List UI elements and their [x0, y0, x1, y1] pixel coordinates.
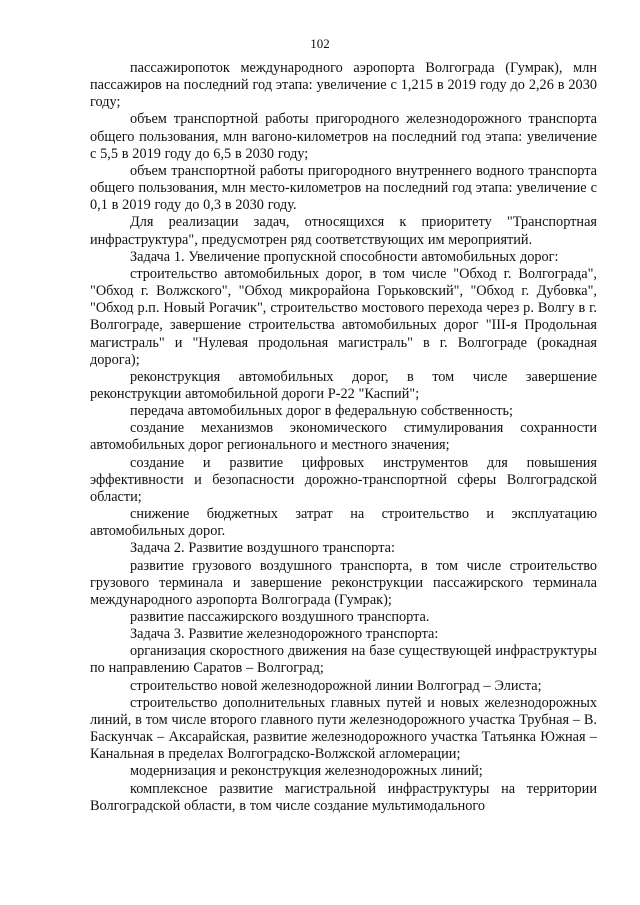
paragraph-elista-line: строительство новой железнодорожной линии Волгоград – Элиста; — [130, 677, 542, 694]
paragraph-water-volume: объем транспортной работы пригородного внутреннего водного транспорта общего пользования, млн место-километров на последний год этапа: увеличение с 0,1 в 2019 году до 0,3 в 2030 году. — [90, 162, 597, 214]
paragraph-trunk-infrastructure: комплексное развитие магистральной инфраструктуры на территории Волгоградской области, в том числе создание мультимодального — [90, 780, 597, 814]
paragraph-rail-modernization: модернизация и реконструкция железнодорожных линий; — [130, 763, 483, 780]
paragraph-additional-tracks: строительство дополнительных главных путей и новых железнодорожных линий, в том числе второго главного пути железнодорожного участка Трубная – В. Баскунчак – Аксарайская, развитие железнодорожного участка Татьянка Южная – Канальная в пределах Волгоградско-Волжской агломерации; — [90, 694, 597, 763]
paragraph-road-reconstruction: реконструкция автомобильных дорог, в том числе завершение реконструкции автомобильной дороги Р-22 "Каспий"; — [90, 368, 597, 402]
paragraph-priority-intro: Для реализации задач, относящихся к приоритету "Транспортная инфраструктура", предусмотрен ряд соответствующих им мероприятий. — [90, 214, 597, 248]
paragraph-cargo-air: развитие грузового воздушного транспорта, в том числе строительство грузового терминала и завершение реконструкции пассажирского терминала международного аэропорта Волгограда (Гумрак); — [90, 557, 597, 608]
paragraph-rail-volume: объем транспортной работы пригородного железнодорожного транспорта общего пользования, млн вагоно-километров на последний год этапа: увеличение с 5,5 в 2019 году до 6,5 в 2030 году; — [90, 111, 597, 162]
paragraph-road-construction: строительство автомобильных дорог, в том числе "Обход г. Волгограда", "Обход г. Волжского", "Обход микрорайона Горьковский", "Обход г. Дубовка", "Обход р.п. Новый Рогачик", строительство мостового перехода через р. Волгу в г. Волгограде, завершение строительства автомобильных дорог "III-я Продольная магистраль" и "Нулевая продольная магистраль" в г. Волгограде (рокадная дорога); — [90, 265, 597, 368]
paragraph-digital-tools: создание и развитие цифровых инструментов для повышения эффективности и безопасности дорожно-транспортной сферы Волгоградской области; — [90, 454, 597, 505]
page-number: 102 — [310, 36, 330, 51]
paragraph-federal-transfer: передача автомобильных дорог в федеральную собственность; — [130, 403, 514, 420]
paragraph-budget-reduction: снижение бюджетных затрат на строительство и эксплуатацию автомобильных дорог. — [90, 506, 597, 540]
task-3-heading: Задача 3. Развитие железнодорожного транспорта: — [130, 626, 439, 643]
paragraph-economic-incentives: создание механизмов экономического стимулирования сохранности автомобильных дорог регионального и местного значения; — [90, 420, 597, 454]
task-1-heading: Задача 1. Увеличение пропускной способности автомобильных дорог: — [130, 248, 559, 265]
document-body — [90, 60, 597, 815]
paragraph-airport-passengers: пассажиропоток международного аэропорта Волгограда (Гумрак), млн пассажиров на последний год этапа: увеличение с 1,215 в 2019 году до 2,26 в 2030 году; — [90, 60, 597, 111]
paragraph-passenger-air: развитие пассажирского воздушного транспорта. — [130, 609, 430, 625]
task-2-heading: Задача 2. Развитие воздушного транспорта: — [130, 540, 395, 557]
paragraph-high-speed-rail: организация скоростного движения на базе существующей инфраструктуры по направлению Саратов – Волгоград; — [90, 643, 597, 677]
